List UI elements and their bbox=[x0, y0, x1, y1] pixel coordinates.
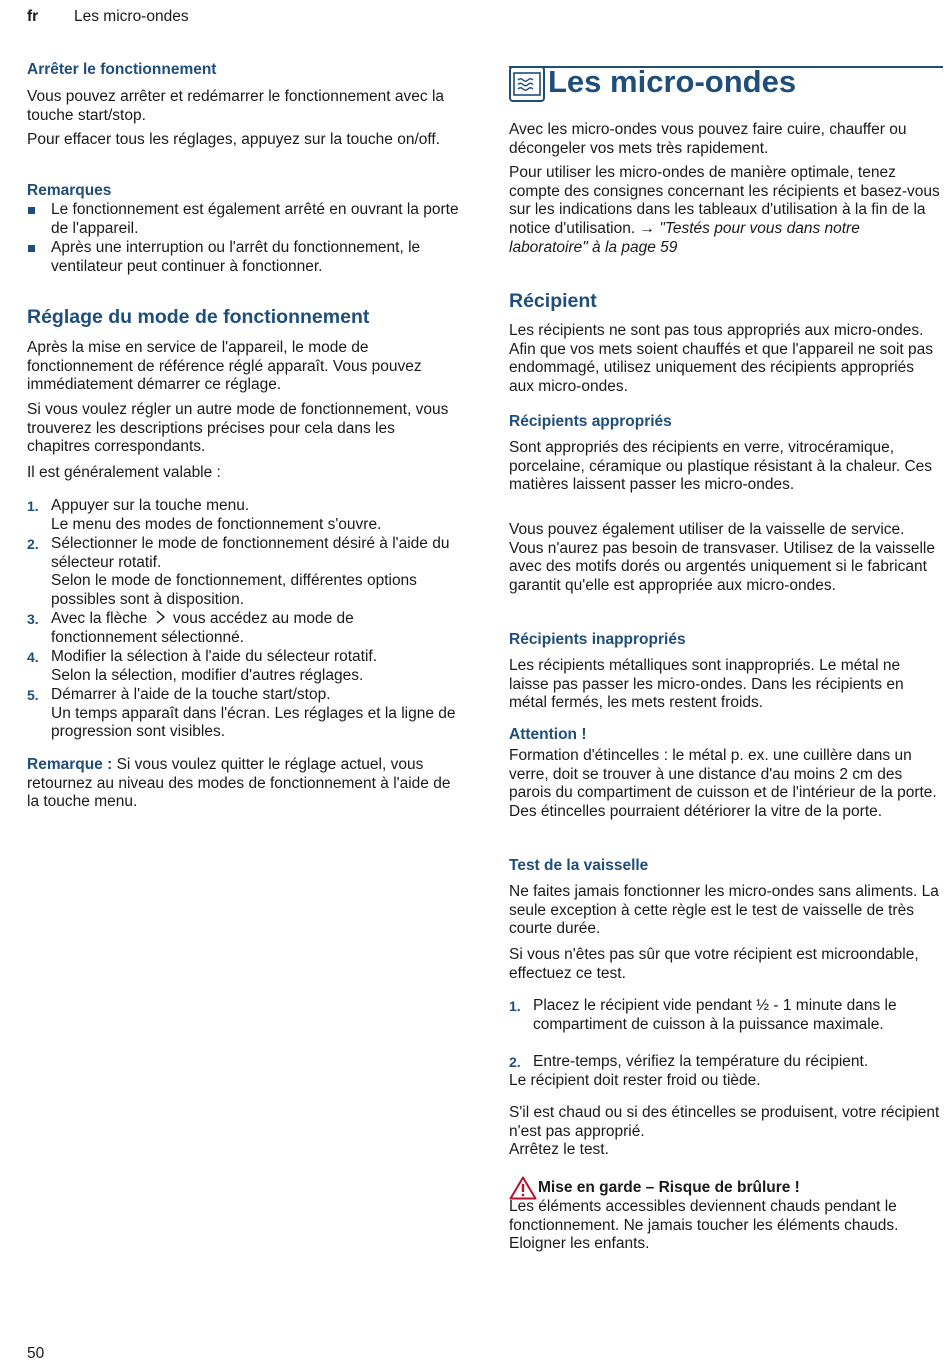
step-item: 5. Démarrer à l'aide de la touche start/stop. Un temps apparaît dans l'écran. Les réglages et la ligne de progression sont visibles. bbox=[27, 686, 456, 741]
intro-paragraph-2: Pour utiliser les micro-ondes de manière optimale, tenez compte des consignes concernant les récipients et basez-vous sur les indications dans les tableaux d'utilisation à la fin de la notice d'utilisation. → "Testés pour vous dans notre laboratoire" à la page 59 bbox=[509, 164, 940, 256]
bullet-square-icon bbox=[28, 245, 35, 252]
recipient-paragraph: Les récipients ne sont pas tous appropriés aux micro-ondes. Afin que vos mets soient chauffés et que l'appareil ne soit pas endommagé, utilisez uniquement des récipients appropriés aux micro-ondes. bbox=[509, 322, 934, 396]
mode-paragraph-2: Si vous voulez régler un autre mode de fonctionnement, vous trouverez les descriptions précises pour cela dans les chapitres correspondants. bbox=[27, 401, 449, 456]
inappropriate-paragraph: Les récipients métalliques sont inappropriés. Le métal ne laisse pas passer les micro-ondes. Dans les récipients en métal fermés, les mets restent froids. bbox=[509, 657, 904, 712]
test-paragraph-2: Si vous n'êtes pas sûr que votre récipient est microondable, effectuez ce test. bbox=[509, 946, 919, 982]
mode-paragraph-3: Il est généralement valable : bbox=[27, 464, 221, 481]
remark-text: Si vous voulez quitter le réglage actuel, vous retournez au niveau des modes de fonctionnement à l'aide de la touche menu. bbox=[27, 756, 451, 811]
intro-paragraph-1: Avec les micro-ondes vous pouvez faire cuire, chauffer ou décongeler vos mets très rapidement. bbox=[509, 121, 907, 157]
remark-label: Remarque : bbox=[27, 756, 113, 773]
page-title: Les micro-ondes bbox=[548, 64, 797, 99]
test-paragraph-3: S'il est chaud ou si des étincelles se produisent, votre récipient n'est pas approprié. bbox=[509, 1104, 940, 1140]
step-item: 4. Modifier la sélection à l'aide du sélecteur rotatif. Selon la sélection, modifier d'autres réglages. bbox=[27, 648, 378, 684]
warning-triangle-icon bbox=[509, 1176, 537, 1200]
remark-item: Après une interruption ou l'arrêt du fonctionnement, le ventilateur peut continuer à fonctionner. bbox=[27, 239, 462, 276]
test-result: Le récipient doit rester froid ou tiède. bbox=[509, 1072, 761, 1089]
warning-paragraph: Les éléments accessibles deviennent chauds pendant le fonctionnement. Ne jamais toucher les éléments chauds. Eloigner les enfants. bbox=[509, 1198, 899, 1253]
mode-heading: Réglage du mode de fonctionnement bbox=[27, 306, 370, 328]
mode-paragraph-1: Après la mise en service de l'appareil, le mode de fonctionnement de référence réglé apparaît. Vous pouvez immédiatement démarrer ce réglage. bbox=[27, 339, 422, 394]
stop-paragraph-1: Vous pouvez arrêter et redémarrer le fonctionnement avec la touche start/stop. bbox=[27, 88, 445, 124]
test-paragraph-4: Arrêtez le test. bbox=[509, 1141, 609, 1158]
attention-paragraph: Formation d'étincelles : le métal p. ex. une cuillère dans un verre, doit se trouver à une distance d'au moins 2 cm des parois du compartiment de cuisson et de l'intérieur de la porte. Des étincelles pourraient détériorer la vitre de la porte. bbox=[509, 747, 937, 821]
microwave-icon bbox=[509, 66, 545, 102]
remark-paragraph bbox=[27, 756, 462, 812]
step-item: 1. Appuyer sur la touche menu. Le menu des modes de fonctionnement s'ouvre. bbox=[27, 497, 382, 533]
attention-heading: Attention ! bbox=[509, 726, 587, 743]
remark-item: Le fonctionnement est également arrêté en ouvrant la porte de l'appareil. bbox=[27, 201, 462, 238]
stop-heading: Arrêter le fonctionnement bbox=[27, 61, 217, 78]
test-step-item: 2. Entre-temps, vérifiez la température du récipient. bbox=[509, 1053, 869, 1070]
page-number: 50 bbox=[27, 1345, 45, 1362]
appropriate-paragraph-2: Vous pouvez également utiliser de la vaisselle de service. Vous n'aurez pas besoin de transvaser. Utilisez de la vaisselle avec des motifs dorés ou argentés uniquement si le fabricant garantit qu'elle est appropriée aux micro-ondes. bbox=[509, 521, 936, 595]
step-item: 2. Sélectionner le mode de fonctionnement désiré à l'aide du sélecteur rotatif. Selon le mode de fonctionnement, différentes options possibles sont à disposition. bbox=[27, 535, 450, 609]
test-step-item: 1. Placez le récipient vide pendant ½ - 1 minute dans le compartiment de cuisson à la puissance maximale. bbox=[509, 997, 897, 1033]
bullet-square-icon bbox=[28, 207, 35, 214]
page-header bbox=[27, 8, 189, 27]
recipient-heading: Récipient bbox=[509, 290, 597, 312]
inappropriate-heading: Récipients inappropriés bbox=[509, 631, 686, 648]
header-section: Les micro-ondes bbox=[74, 8, 189, 25]
appropriate-paragraph-1: Sont appropriés des récipients en verre, vitrocéramique, porcelaine, céramique ou plastique résistant à la chaleur. Ces matières laissent passer les micro-ondes. bbox=[509, 439, 933, 494]
test-heading: Test de la vaisselle bbox=[509, 857, 649, 874]
arrow-right-icon: → bbox=[639, 220, 655, 238]
test-paragraph-1: Ne faites jamais fonctionner les micro-ondes sans aliments. La seule exception à cette règle est le test de vaisselle de très courte durée. bbox=[509, 883, 939, 938]
language-code: fr bbox=[27, 8, 39, 25]
stop-paragraph-2: Pour effacer tous les réglages, appuyez sur la touche on/off. bbox=[27, 131, 441, 148]
warning-heading: Mise en garde – Risque de brûlure ! bbox=[538, 1179, 800, 1196]
appropriate-heading: Récipients appropriés bbox=[509, 413, 672, 430]
chevron-right-icon bbox=[155, 610, 166, 624]
cross-reference-link[interactable]: "Testés pour vous dans notre laboratoire" à la page 59 bbox=[509, 220, 860, 256]
step-item: 3. Avec la flèche vous accédez au mode de fonctionnement sélectionné. bbox=[27, 610, 354, 646]
remarks-heading: Remarques bbox=[27, 182, 112, 199]
